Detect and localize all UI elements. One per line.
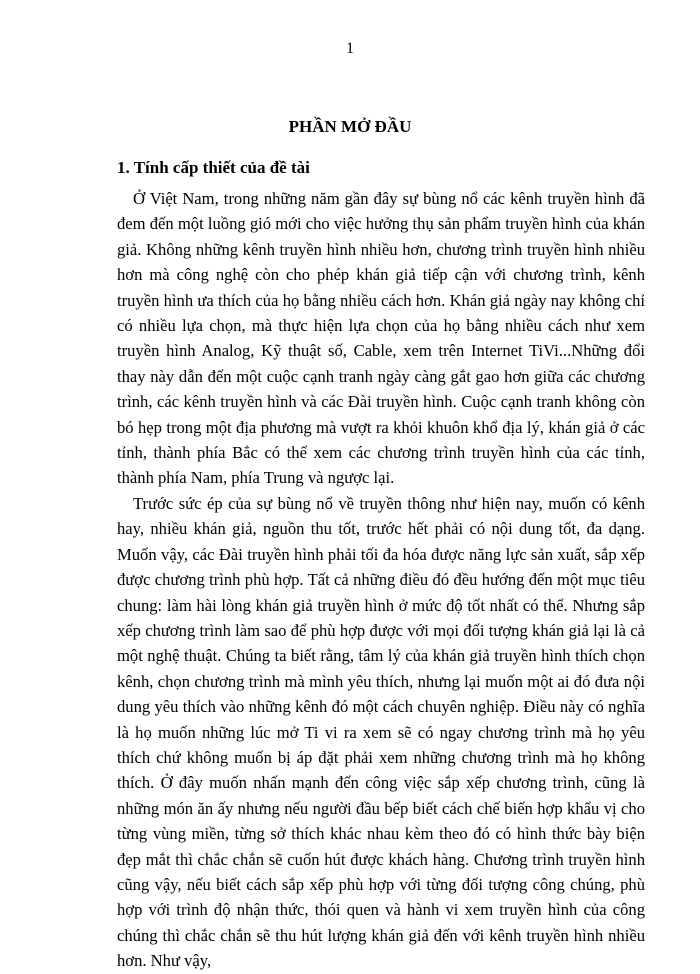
paragraph: Ở Việt Nam, trong những năm gần đây sự bùng nổ các kênh truyền hình đã đem đến một luồng gió mới cho việc hưởng thụ sản phẩm truyền hình của khán giả. Không những kênh truyền hình nhiều hơn, chương trình truyền hình nhiều hơn mà công nghệ còn cho phép khán giả tiếp cận với chương trình, kênh truyền hình ưa thích của họ bằng nhiều cách hơn. Khán giả ngày nay không chỉ có nhiều lựa chọn, mà thực hiện lựa chọn của họ bằng nhiều cách như xem truyền hình Analog, Kỹ thuật số, Cable, xem trên Internet TiVi...Những đổi thay này dẫn đến một cuộc cạnh tranh ngày càng gắt gao hơn giữa các chương trình, các kênh truyền hình và các Đài truyền hình. Cuộc cạnh tranh không còn bó hẹp trong một địa phương mà vượt ra khỏi khuôn khổ địa lý, khán giả ở các tỉnh, thành phía Bắc có thể xem các chương trình truyền hình của các tỉnh, thành phía Nam, phía Trung và ngược lại. (117, 189, 645, 488)
chapter-title: PHẦN MỞ ĐẦU (288, 117, 412, 136)
body-text (117, 186, 645, 974)
paragraph: Trước sức ép của sự bùng nổ về truyền thông như hiện nay, muốn có kênh hay, nhiều khán giả, nguồn thu tốt, trước hết phải có nội dung tốt, đa dạng. Muốn vậy, các Đài truyền hình phải tối đa hóa được năng lực sản xuất, sắp xếp được chương trình phù hợp. Tất cả những điều đó đều hướng đến một mục tiêu chung: làm hài lòng khán giả truyền hình ở mức độ tốt nhất có thể. Nhưng sắp xếp chương trình làm sao để phù hợp được với mọi đối tượng khán giả lại là cả một nghệ thuật. Chúng ta biết rằng, tâm lý của khán giả truyền hình thích chọn kênh, chọn chương trình mà mình yêu thích, nhưng lại muốn một ai đó đưa nội dung yêu thích vào những kênh đó một cách chuyên nghiệp. Điều này có nghĩa là họ muốn những lúc mở Ti vi ra xem sẽ có ngay chương trình mà họ yêu thích chứ không muốn bị áp đặt phải xem những chương trình mà họ không thích. Ở đây muốn nhấn mạnh đến công việc sắp xếp chương trình, cũng là những món ăn ấy nhưng nếu người đầu bếp biết cách chế biến hợp khẩu vị cho từng vùng miền, từng sở thích khác nhau kèm theo đó có hình thức bày biện đẹp mắt thì chắc chắn sẽ cuốn hút được khách hàng. Chương trình truyền hình cũng vậy, nếu biết cách sắp xếp phù hợp với từng đối tượng công chúng, phù hợp với trình độ nhận thức, thói quen và hành vi xem truyền hình của công chúng thì chắc chắn sẽ thu hút lượng khán giả đến với kênh truyền hình nhiều hơn. Như vậy, (117, 493, 645, 971)
section-heading: 1. Tính cấp thiết của đề tài (117, 158, 310, 177)
page-number: 1 (346, 40, 354, 57)
